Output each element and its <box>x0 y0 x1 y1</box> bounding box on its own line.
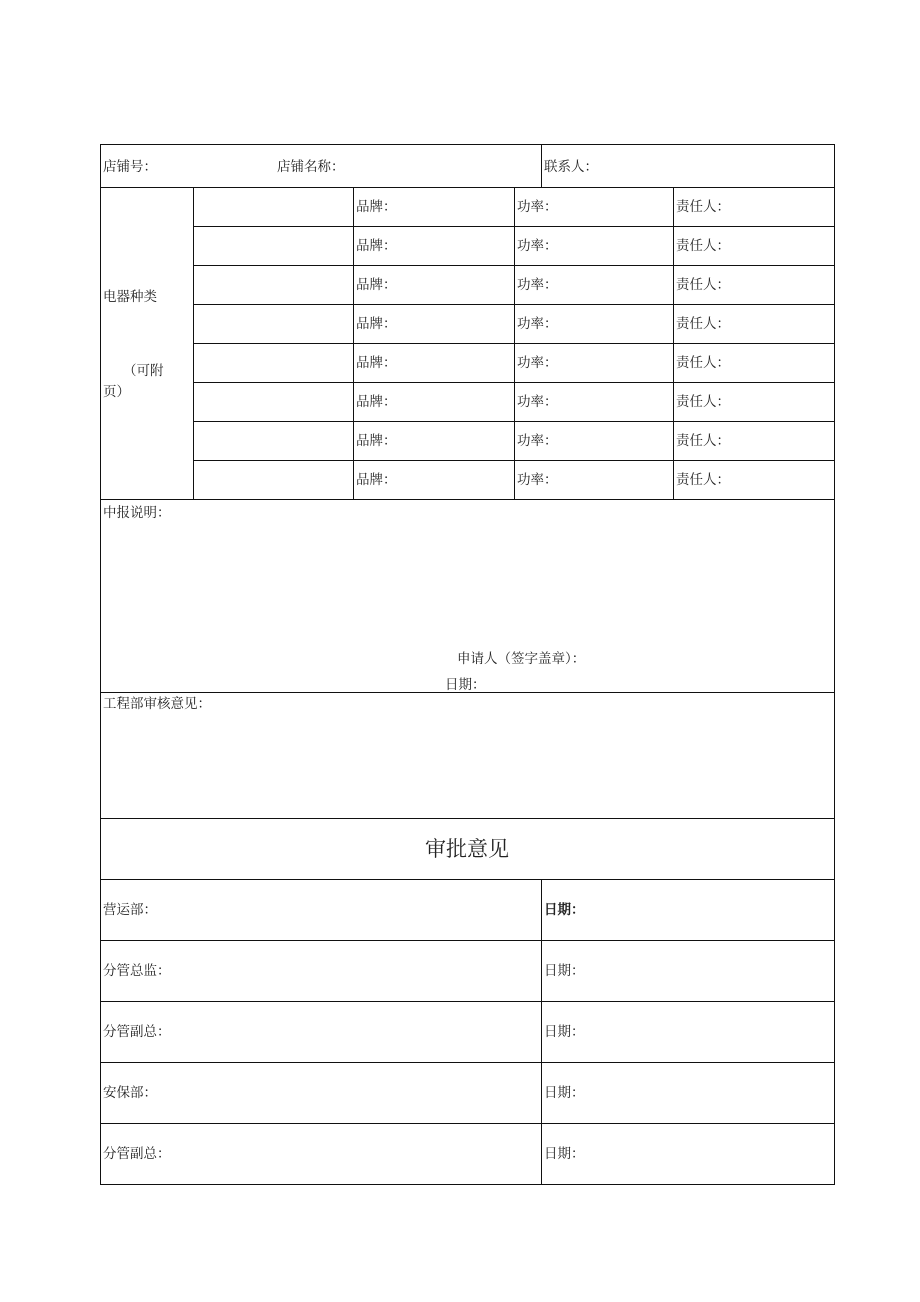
approval-date-cell[interactable] <box>541 1001 835 1063</box>
declaration-label: 中报说明： <box>103 505 171 521</box>
approval-dept-label: 营运部： <box>103 902 157 918</box>
brand-cell[interactable] <box>353 421 515 461</box>
power-cell[interactable] <box>514 304 674 344</box>
declaration-cell[interactable] <box>100 499 835 693</box>
power-label: 功率： <box>517 433 558 449</box>
appliance-name-cell[interactable] <box>193 343 354 383</box>
power-label: 功率： <box>517 472 558 488</box>
approval-dept-cell[interactable] <box>100 1062 542 1124</box>
appliance-name-cell[interactable] <box>193 187 354 227</box>
brand-cell[interactable] <box>353 265 515 305</box>
appliance-type-label: 电器种类 <box>103 289 157 305</box>
approval-dept-label: 分管副总： <box>103 1024 171 1040</box>
power-label: 功率： <box>517 316 558 332</box>
shop-no-label: 店铺号： <box>103 159 157 175</box>
applicant-signature-label: 申请人（签字盖章）： <box>457 651 586 667</box>
owner-label: 责任人： <box>676 316 730 332</box>
brand-cell[interactable] <box>353 460 515 500</box>
approval-dept-label: 分管副总： <box>103 1146 171 1162</box>
approval-date-cell[interactable] <box>541 879 835 941</box>
owner-label: 责任人： <box>676 277 730 293</box>
approval-dept-cell[interactable] <box>100 879 542 941</box>
owner-cell[interactable] <box>673 421 835 461</box>
power-label: 功率： <box>517 199 558 215</box>
owner-label: 责任人： <box>676 472 730 488</box>
owner-label: 责任人： <box>676 199 730 215</box>
brand-label: 品牌： <box>356 316 397 332</box>
contact-cell[interactable] <box>541 144 835 188</box>
engineering-review-cell[interactable] <box>100 692 835 819</box>
approval-title-cell <box>100 818 835 880</box>
power-cell[interactable] <box>514 226 674 266</box>
appliance-note-line2: 页） <box>103 384 130 400</box>
approval-date-label: 日期： <box>544 902 585 918</box>
approval-dept-label: 安保部： <box>103 1085 157 1101</box>
approval-date-cell[interactable] <box>541 940 835 1002</box>
approval-date-label: 日期： <box>544 963 585 979</box>
appliance-name-cell[interactable] <box>193 421 354 461</box>
brand-label: 品牌： <box>356 355 397 371</box>
owner-cell[interactable] <box>673 265 835 305</box>
approval-dept-cell[interactable] <box>100 940 542 1002</box>
power-label: 功率： <box>517 394 558 410</box>
power-cell[interactable] <box>514 382 674 422</box>
engineering-review-label: 工程部审核意见： <box>103 696 211 712</box>
power-cell[interactable] <box>514 421 674 461</box>
approval-date-label: 日期： <box>544 1024 585 1040</box>
power-cell[interactable] <box>514 460 674 500</box>
owner-cell[interactable] <box>673 343 835 383</box>
appliance-note-line1: （可附 <box>123 363 164 379</box>
power-label: 功率： <box>517 277 558 293</box>
power-cell[interactable] <box>514 265 674 305</box>
appliance-name-cell[interactable] <box>193 226 354 266</box>
appliance-type-label-cell <box>100 187 194 500</box>
owner-cell[interactable] <box>673 460 835 500</box>
approval-title: 审批意见 <box>425 837 509 861</box>
owner-label: 责任人： <box>676 355 730 371</box>
brand-label: 品牌： <box>356 238 397 254</box>
approval-dept-cell[interactable] <box>100 1123 542 1185</box>
brand-label: 品牌： <box>356 277 397 293</box>
application-form <box>101 145 835 1187</box>
shop-name-label: 店铺名称： <box>277 159 345 175</box>
brand-cell[interactable] <box>353 187 515 227</box>
appliance-name-cell[interactable] <box>193 265 354 305</box>
declaration-date-label: 日期： <box>445 677 486 693</box>
owner-cell[interactable] <box>673 226 835 266</box>
approval-date-cell[interactable] <box>541 1062 835 1124</box>
brand-label: 品牌： <box>356 472 397 488</box>
appliance-name-cell[interactable] <box>193 304 354 344</box>
brand-label: 品牌： <box>356 433 397 449</box>
power-label: 功率： <box>517 238 558 254</box>
owner-label: 责任人： <box>676 238 730 254</box>
approval-dept-cell[interactable] <box>100 1001 542 1063</box>
shop-info-cell[interactable] <box>100 144 542 188</box>
power-label: 功率： <box>517 355 558 371</box>
owner-label: 责任人： <box>676 433 730 449</box>
power-cell[interactable] <box>514 343 674 383</box>
brand-cell[interactable] <box>353 382 515 422</box>
appliance-name-cell[interactable] <box>193 382 354 422</box>
owner-cell[interactable] <box>673 382 835 422</box>
brand-cell[interactable] <box>353 343 515 383</box>
approval-date-label: 日期： <box>544 1146 585 1162</box>
contact-label: 联系人： <box>544 159 598 175</box>
brand-cell[interactable] <box>353 226 515 266</box>
power-cell[interactable] <box>514 187 674 227</box>
brand-label: 品牌： <box>356 199 397 215</box>
brand-cell[interactable] <box>353 304 515 344</box>
owner-cell[interactable] <box>673 187 835 227</box>
appliance-name-cell[interactable] <box>193 460 354 500</box>
owner-label: 责任人： <box>676 394 730 410</box>
owner-cell[interactable] <box>673 304 835 344</box>
approval-dept-label: 分管总监： <box>103 963 171 979</box>
brand-label: 品牌： <box>356 394 397 410</box>
approval-date-label: 日期： <box>544 1085 585 1101</box>
approval-date-cell[interactable] <box>541 1123 835 1185</box>
